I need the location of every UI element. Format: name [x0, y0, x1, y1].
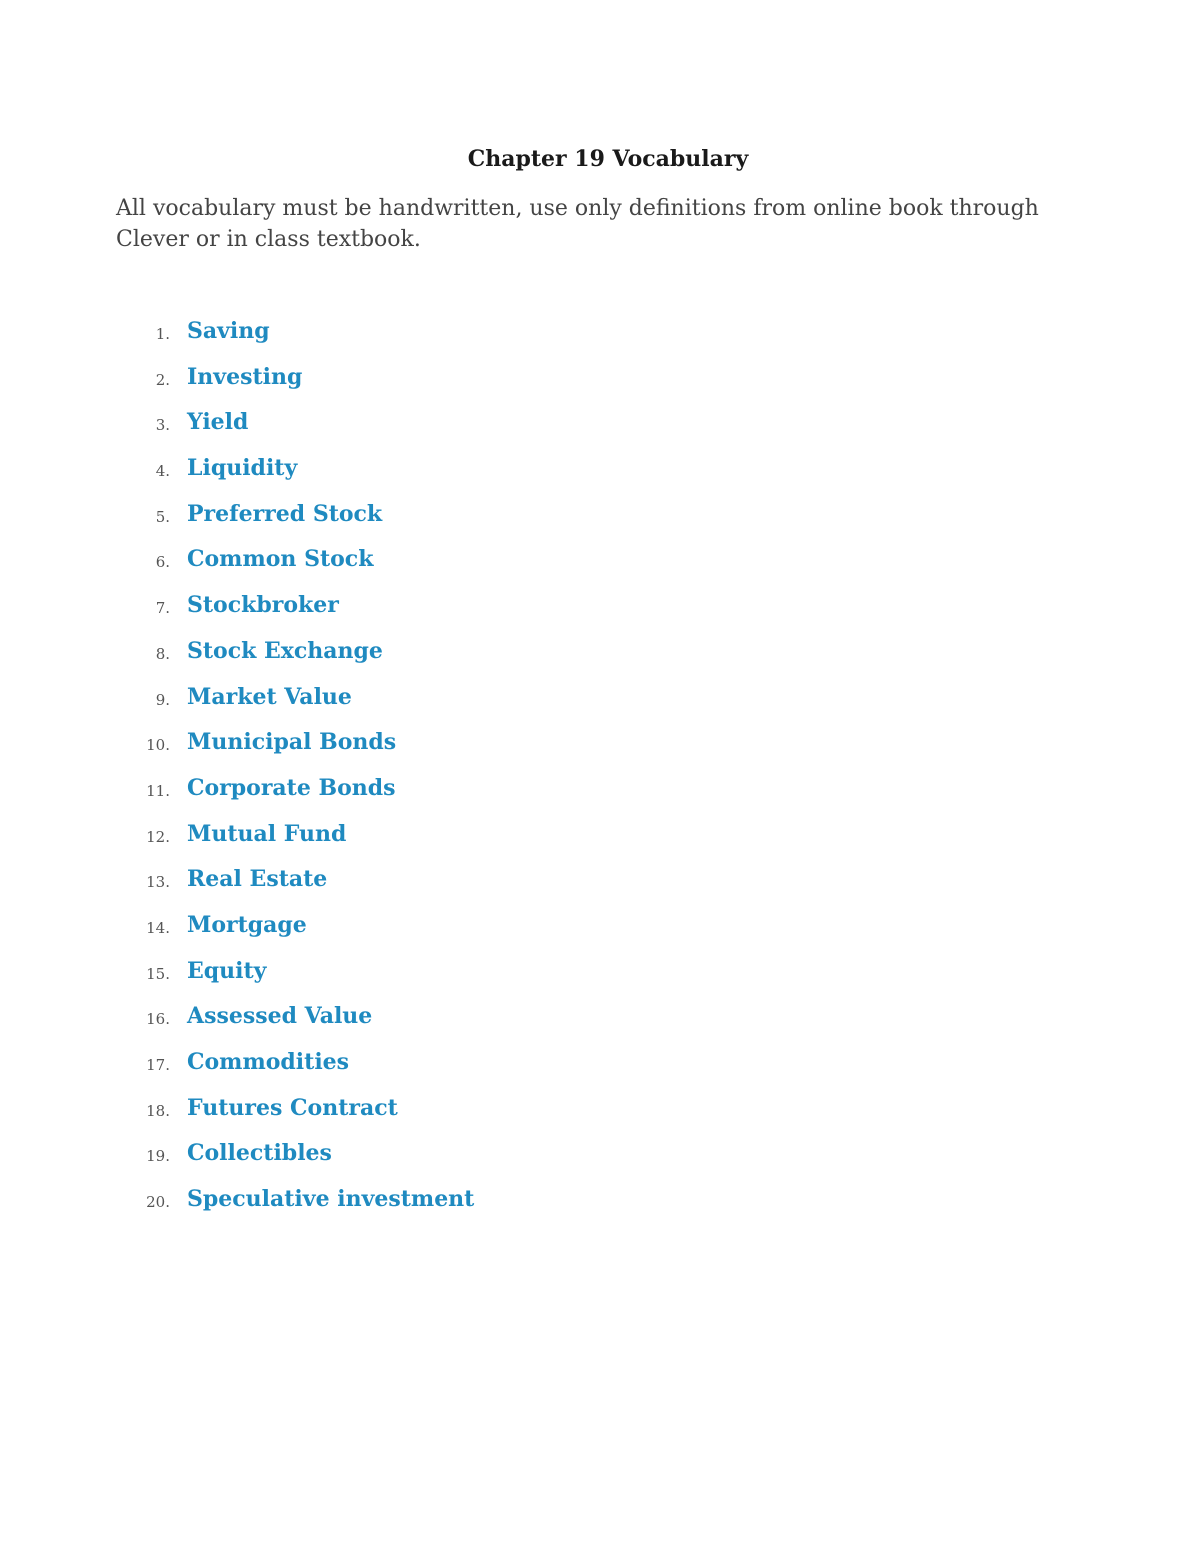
list-item-number: 2.	[155, 370, 170, 389]
vocabulary-term: Assessed Value	[187, 1003, 373, 1030]
vocabulary-term: Preferred Stock	[187, 500, 383, 527]
vocabulary-term: Stock Exchange	[187, 637, 383, 664]
list-item-number: 11.	[146, 781, 170, 800]
vocabulary-term: Collectibles	[187, 1140, 332, 1167]
vocabulary-term: Yield	[187, 409, 249, 436]
list-item-number: 17.	[146, 1056, 170, 1074]
list-item-number: 1.	[155, 325, 170, 343]
list-item-number: 18.	[146, 1101, 170, 1120]
vocabulary-term: Equity	[187, 957, 267, 984]
vocabulary-term: Futures Contract	[187, 1094, 398, 1121]
list-item-number: 10.	[146, 736, 170, 755]
vocabulary-term: Speculative investment	[187, 1186, 475, 1213]
instructions-paragraph: All vocabulary must be handwritten, use only definitions from online book through Clever or in class textbook.	[116, 196, 1039, 252]
vocabulary-term: Investing	[187, 363, 303, 390]
list-item-number: 15.	[146, 964, 170, 983]
list-item-number: 7.	[155, 599, 170, 618]
vocabulary-term: Liquidity	[187, 455, 298, 482]
list-item-number: 20.	[146, 1193, 170, 1212]
vocabulary-term: Municipal Bonds	[187, 729, 397, 756]
list-item-number: 9.	[155, 690, 170, 709]
vocabulary-term: Real Estate	[187, 866, 328, 893]
vocabulary-term: Corporate Bonds	[187, 774, 396, 801]
vocabulary-term: Mutual Fund	[187, 820, 347, 847]
vocabulary-term: Mortgage	[187, 911, 307, 938]
list-item-number: 16.	[146, 1010, 170, 1029]
list-item-number: 12.	[146, 827, 170, 846]
list-item-number: 14.	[146, 918, 170, 937]
list-item-number: 8.	[155, 644, 170, 663]
vocabulary-term: Saving	[187, 318, 270, 344]
list-item-number: 6.	[155, 553, 170, 572]
vocabulary-term: Common Stock	[187, 546, 374, 573]
page-title: Chapter 19 Vocabulary	[467, 146, 749, 172]
list-item-number: 13.	[146, 873, 170, 892]
vocabulary-term: Stockbroker	[187, 592, 339, 619]
list-item-number: 3.	[155, 416, 170, 435]
list-item-number: 4.	[155, 462, 170, 481]
list-item-number: 5.	[155, 507, 170, 526]
list-item-number: 19.	[146, 1147, 170, 1166]
vocabulary-term: Commodities	[187, 1049, 350, 1075]
vocabulary-term: Market Value	[187, 683, 352, 710]
